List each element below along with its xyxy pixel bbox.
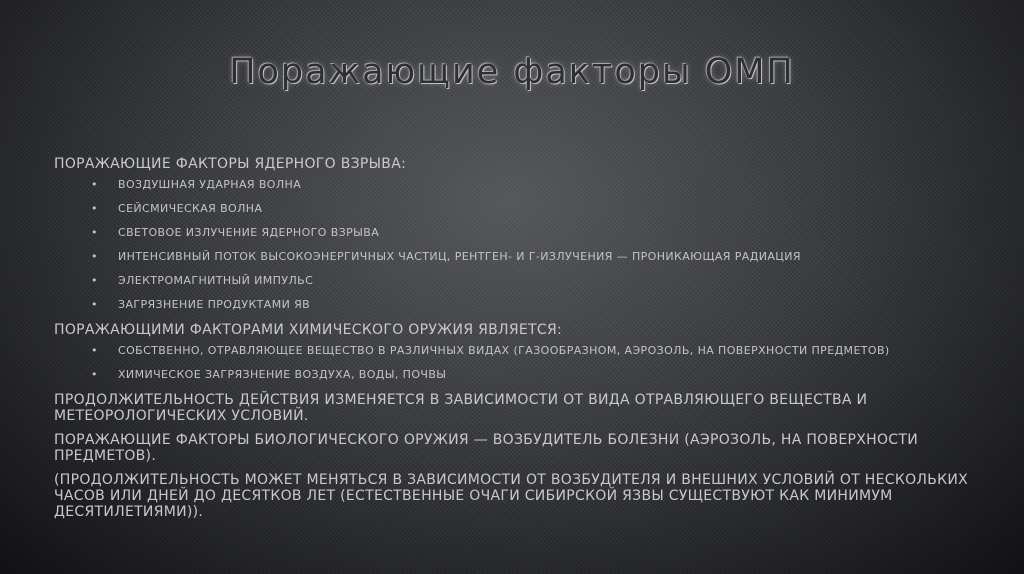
slide-title: Поражающие факторы ОМП	[229, 52, 795, 92]
list-item: • ИНТЕНСИВНЫЙ ПОТОК ВЫСОКОЭНЕРГИЧНЫХ ЧАСТИЦ, РЕНТГЕН- И Г-ИЗЛУЧЕНИЯ — ПРОНИКАЮЩАЯ РАДИАЦИЯ	[91, 250, 801, 263]
nuclear-factors-list	[54, 178, 974, 311]
slide-content	[54, 156, 974, 526]
bullet-icon: •	[91, 178, 98, 191]
biological-note: (ПРОДОЛЖИТЕЛЬНОСТЬ МОЖЕТ МЕНЯТЬСЯ В ЗАВИСИМОСТИ ОТ ВОЗБУДИТЕЛЯ И ВНЕШНИХ УСЛОВИЙ ОТ НЕСКОЛЬКИХ ЧАСОВ ИЛИ ДНЕЙ ДО ДЕСЯТКОВ ЛЕТ (ЕСТЕСТВЕННЫЕ ОЧАГИ СИБИРСКОЙ ЯЗВЫ СУЩЕСТВУЮТ КАК МИНИМУМ ДЕСЯТИЛЕТИЯМИ)).	[54, 472, 969, 520]
bullet-icon: •	[91, 298, 98, 311]
bullet-icon: •	[91, 202, 98, 215]
chemical-factors-list	[54, 344, 974, 381]
bullet-icon: •	[91, 274, 98, 287]
list-item: • СВЕТОВОЕ ИЗЛУЧЕНИЕ ЯДЕРНОГО ВЗРЫВА	[91, 226, 380, 239]
duration-paragraph: ПРОДОЛЖИТЕЛЬНОСТЬ ДЕЙСТВИЯ ИЗМЕНЯЕТСЯ В ЗАВИСИМОСТИ ОТ ВИДА ОТРАВЛЯЮЩЕГО ВЕЩЕСТВА И МЕТЕОРОЛОГИЧЕСКИХ УСЛОВИЙ.	[54, 392, 868, 424]
list-item: • СЕЙСМИЧЕСКАЯ ВОЛНА	[91, 202, 263, 215]
nuclear-heading: ПОРАЖАЮЩИЕ ФАКТОРЫ ЯДЕРНОГО ВЗРЫВА:	[54, 156, 407, 172]
bullet-icon: •	[91, 226, 98, 239]
list-item: • ЭЛЕКТРОМАГНИТНЫЙ ИМПУЛЬС	[91, 274, 314, 287]
biological-paragraph: ПОРАЖАЮЩИЕ ФАКТОРЫ БИОЛОГИЧЕСКОГО ОРУЖИЯ — ВОЗБУДИТЕЛЬ БОЛЕЗНИ (АЭРОЗОЛЬ, НА ПОВЕРХНОСТИ ПРЕДМЕТОВ).	[54, 432, 918, 464]
list-item: • ЗАГРЯЗНЕНИЕ ПРОДУКТАМИ ЯВ	[91, 298, 311, 311]
bullet-icon: •	[91, 368, 98, 381]
list-item: • ХИМИЧЕСКОЕ ЗАГРЯЗНЕНИЕ ВОЗДУХА, ВОДЫ, ПОЧВЫ	[91, 368, 447, 381]
list-item: • ВОЗДУШНАЯ УДАРНАЯ ВОЛНА	[91, 178, 302, 191]
bullet-icon: •	[91, 250, 98, 263]
list-item: • СОБСТВЕННО, ОТРАВЛЯЮЩЕЕ ВЕЩЕСТВО В РАЗЛИЧНЫХ ВИДАХ (ГАЗООБРАЗНОМ, АЭРОЗОЛЬ, НА ПОВЕРХНОСТИ ПРЕДМЕТОВ)	[91, 344, 890, 357]
bullet-icon: •	[91, 344, 98, 357]
chemical-heading: ПОРАЖАЮЩИМИ ФАКТОРАМИ ХИМИЧЕСКОГО ОРУЖИЯ ЯВЛЯЕТСЯ:	[54, 322, 563, 338]
